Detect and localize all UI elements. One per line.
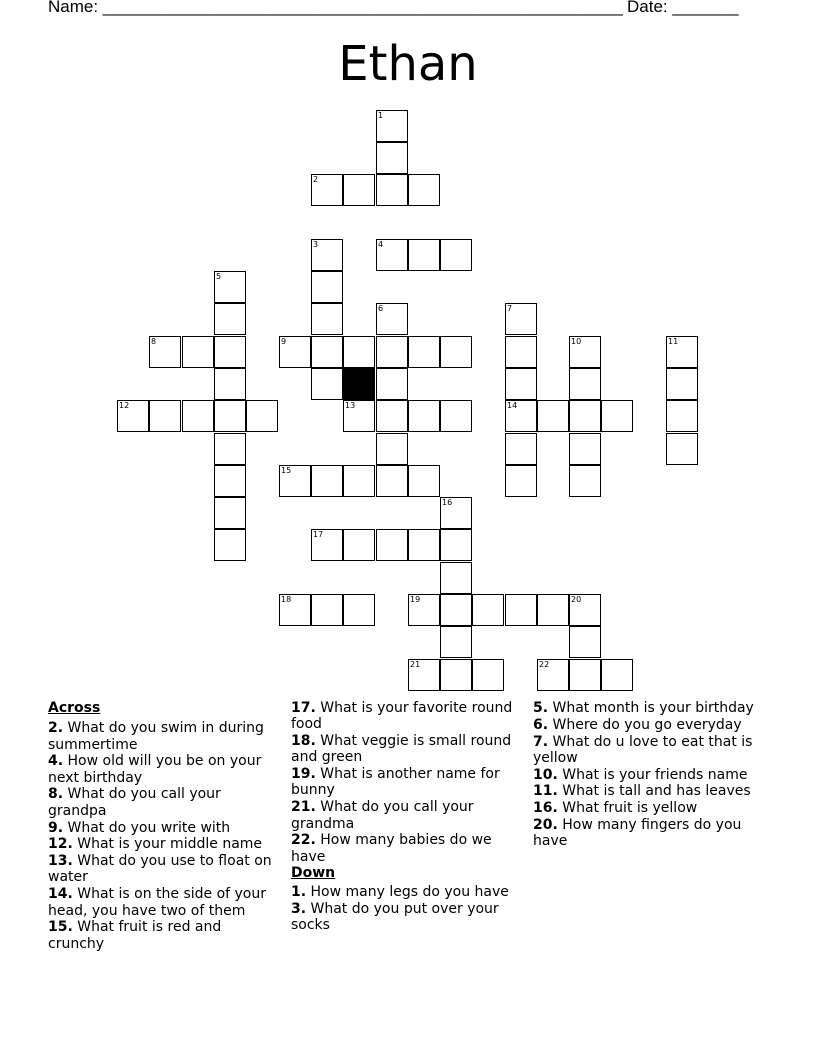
clue-item-number: 13. bbox=[48, 853, 73, 870]
clue-item-text: What month is your birthday bbox=[548, 700, 754, 716]
clue-item-number: 21. bbox=[291, 799, 316, 816]
clue-item bbox=[533, 700, 765, 716]
clue-item-text: What do you write with bbox=[63, 819, 231, 836]
clue-item-number: 11. bbox=[533, 783, 558, 800]
crossword-cell[interactable] bbox=[601, 659, 633, 691]
crossword-cell[interactable] bbox=[569, 336, 601, 368]
crossword-cell[interactable] bbox=[214, 465, 246, 497]
crossword-cell[interactable] bbox=[666, 368, 698, 400]
clue-item bbox=[48, 786, 280, 819]
crossword-cell[interactable] bbox=[408, 659, 440, 691]
crossword-cell[interactable] bbox=[311, 174, 343, 206]
clue-item-number: 5. bbox=[533, 700, 549, 716]
crossword-cell[interactable] bbox=[117, 400, 149, 432]
crossword-cell[interactable] bbox=[537, 400, 569, 432]
across-heading: Across bbox=[48, 700, 101, 716]
clue-item bbox=[48, 886, 280, 919]
clue-number: 14 bbox=[507, 401, 518, 410]
crossword-cell[interactable] bbox=[472, 659, 504, 691]
crossword-cell[interactable] bbox=[182, 336, 214, 368]
down-clue-list-continued bbox=[533, 700, 765, 850]
clue-item-number: 16. bbox=[533, 800, 558, 817]
crossword-cell[interactable] bbox=[408, 529, 440, 561]
clue-number: 13 bbox=[345, 401, 356, 410]
clue-number: 15 bbox=[281, 466, 292, 475]
clue-item-text: Where do you go everyday bbox=[548, 716, 742, 733]
clue-item bbox=[48, 836, 280, 852]
clue-item bbox=[291, 832, 521, 865]
crossword-cell[interactable] bbox=[279, 336, 311, 368]
clue-item bbox=[291, 884, 521, 900]
crossword-cell[interactable] bbox=[311, 271, 343, 303]
clue-item-text: What do you swim in during summertime bbox=[48, 720, 264, 753]
clue-number: 4 bbox=[378, 240, 384, 249]
crossword-cell[interactable] bbox=[214, 400, 246, 432]
crossword-cell[interactable] bbox=[343, 529, 375, 561]
clue-item-text: What is tall and has leaves bbox=[557, 783, 751, 800]
down-clue-list bbox=[291, 884, 521, 933]
crossword-cell[interactable] bbox=[214, 336, 246, 368]
clue-item bbox=[533, 783, 765, 799]
crossword-cell[interactable] bbox=[408, 336, 440, 368]
crossword-cell[interactable] bbox=[376, 400, 408, 432]
crossword-cell[interactable] bbox=[311, 303, 343, 335]
clue-item-text: What do you put over your socks bbox=[291, 900, 499, 933]
clue-item bbox=[533, 717, 765, 733]
clue-number: 12 bbox=[119, 401, 130, 410]
crossword-cell[interactable] bbox=[666, 336, 698, 368]
clue-item bbox=[291, 766, 521, 799]
clue-number: 5 bbox=[216, 272, 222, 281]
clue-item-number: 8. bbox=[48, 786, 64, 803]
clue-number: 19 bbox=[410, 595, 421, 604]
clue-item-number: 7. bbox=[533, 733, 549, 750]
clue-item-number: 3. bbox=[291, 900, 307, 917]
clue-number: 9 bbox=[281, 337, 287, 346]
crossword-cell[interactable] bbox=[311, 336, 343, 368]
crossword-cell[interactable] bbox=[376, 303, 408, 335]
crossword-cell[interactable] bbox=[214, 529, 246, 561]
clues-column-1 bbox=[48, 700, 280, 952]
crossword-cell[interactable] bbox=[376, 239, 408, 271]
crossword-cell[interactable] bbox=[149, 336, 181, 368]
clue-item-text: How many babies do we have bbox=[291, 832, 492, 865]
crossword-cell[interactable] bbox=[505, 336, 537, 368]
crossword-cell[interactable] bbox=[440, 497, 472, 529]
clue-number: 20 bbox=[571, 595, 582, 604]
clue-item-number: 15. bbox=[48, 919, 73, 936]
crossword-cell[interactable] bbox=[666, 433, 698, 465]
crossword-cell[interactable] bbox=[505, 433, 537, 465]
clue-number: 7 bbox=[507, 304, 513, 313]
clue-number: 22 bbox=[539, 660, 550, 669]
crossword-cell[interactable] bbox=[569, 465, 601, 497]
crossword-cell[interactable] bbox=[408, 239, 440, 271]
clue-number: 3 bbox=[313, 240, 319, 249]
clue-item bbox=[48, 753, 280, 786]
crossword-cell[interactable] bbox=[343, 465, 375, 497]
clue-item bbox=[48, 919, 280, 952]
clue-item-number: 9. bbox=[48, 819, 64, 836]
crossword-cell[interactable] bbox=[149, 400, 181, 432]
clue-item-text: What is your friends name bbox=[557, 766, 748, 783]
clue-item-text: What do you call your grandpa bbox=[48, 786, 221, 819]
clue-item bbox=[533, 767, 765, 783]
clue-number: 10 bbox=[571, 337, 582, 346]
crossword-cell[interactable] bbox=[505, 400, 537, 432]
across-clue-list-continued bbox=[291, 700, 521, 865]
clue-item bbox=[48, 820, 280, 836]
crossword-cell[interactable] bbox=[505, 465, 537, 497]
crossword-cell[interactable] bbox=[569, 400, 601, 432]
clue-item-number: 22. bbox=[291, 832, 316, 849]
crossword-cell[interactable] bbox=[311, 239, 343, 271]
crossword-cell[interactable] bbox=[376, 174, 408, 206]
crossword-cell[interactable] bbox=[343, 594, 375, 626]
crossword-cell[interactable] bbox=[214, 368, 246, 400]
crossword-cell[interactable] bbox=[666, 400, 698, 432]
clue-item bbox=[291, 901, 521, 934]
clue-item bbox=[533, 800, 765, 816]
crossword-cell[interactable] bbox=[279, 594, 311, 626]
clue-number: 8 bbox=[151, 337, 157, 346]
crossword-cell[interactable] bbox=[569, 594, 601, 626]
clue-item-text: How old will you be on your next birthday bbox=[48, 753, 262, 786]
clue-item-number: 1. bbox=[291, 883, 307, 900]
clue-item-text: What do you use to float on water bbox=[48, 853, 272, 886]
clue-item bbox=[48, 853, 280, 886]
crossword-cell[interactable] bbox=[440, 594, 472, 626]
crossword-cell[interactable] bbox=[505, 594, 537, 626]
crossword-cell[interactable] bbox=[569, 626, 601, 658]
clue-item-number: 17. bbox=[291, 700, 316, 716]
clue-item-text: What fruit is yellow bbox=[557, 800, 698, 817]
clue-number: 1 bbox=[378, 111, 384, 120]
name-field-label: Name: _______________________________________________________ bbox=[48, 0, 623, 16]
crossword-cell[interactable] bbox=[505, 303, 537, 335]
clue-item-text: What do you call your grandma bbox=[291, 799, 474, 832]
clue-item bbox=[533, 817, 765, 850]
crossword-cell[interactable] bbox=[440, 239, 472, 271]
clue-item bbox=[48, 720, 280, 753]
clue-number: 16 bbox=[442, 498, 453, 507]
crossword-cell[interactable] bbox=[376, 110, 408, 142]
crossword-cell[interactable] bbox=[440, 562, 472, 594]
clue-item-text: What is on the side of your head, you have two of them bbox=[48, 886, 267, 919]
crossword-cell[interactable] bbox=[376, 529, 408, 561]
crossword-cell[interactable] bbox=[569, 659, 601, 691]
clue-item-text: What do u love to eat that is yellow bbox=[533, 733, 753, 766]
crossword-cell[interactable] bbox=[376, 142, 408, 174]
clue-item-number: 19. bbox=[291, 766, 316, 783]
crossword-cell[interactable] bbox=[246, 400, 278, 432]
crossword-cell[interactable] bbox=[214, 303, 246, 335]
crossword-cell[interactable] bbox=[408, 465, 440, 497]
crossword-cell[interactable] bbox=[311, 529, 343, 561]
clue-number: 21 bbox=[410, 660, 421, 669]
clue-number: 18 bbox=[281, 595, 292, 604]
crossword-black-square bbox=[343, 368, 375, 400]
crossword-cell[interactable] bbox=[408, 174, 440, 206]
clue-item-number: 10. bbox=[533, 766, 558, 783]
clue-item-text: What fruit is red and crunchy bbox=[48, 919, 222, 952]
crossword-cell[interactable] bbox=[537, 659, 569, 691]
crossword-cell[interactable] bbox=[601, 400, 633, 432]
clue-item-number: 2. bbox=[48, 720, 64, 737]
crossword-cell[interactable] bbox=[408, 594, 440, 626]
clue-item-number: 6. bbox=[533, 716, 549, 733]
crossword-cell[interactable] bbox=[214, 433, 246, 465]
clue-number: 17 bbox=[313, 530, 324, 539]
clue-item-number: 18. bbox=[291, 733, 316, 750]
crossword-cell[interactable] bbox=[440, 659, 472, 691]
clue-item-number: 4. bbox=[48, 753, 64, 770]
clues-column-3 bbox=[533, 700, 765, 850]
crossword-cell[interactable] bbox=[311, 465, 343, 497]
clue-item-text: What is your middle name bbox=[72, 836, 263, 853]
clue-item bbox=[291, 799, 521, 832]
crossword-cell[interactable] bbox=[505, 368, 537, 400]
crossword-cell[interactable] bbox=[311, 368, 343, 400]
crossword-cell[interactable] bbox=[408, 400, 440, 432]
clue-number: 2 bbox=[313, 175, 319, 184]
clue-item bbox=[291, 733, 521, 766]
date-field-label: Date: _______ bbox=[627, 0, 739, 16]
clue-item-number: 12. bbox=[48, 836, 73, 853]
crossword-cell[interactable] bbox=[311, 594, 343, 626]
crossword-cell[interactable] bbox=[343, 336, 375, 368]
crossword-cell[interactable] bbox=[440, 529, 472, 561]
crossword-cell[interactable] bbox=[376, 433, 408, 465]
crossword-cell[interactable] bbox=[214, 271, 246, 303]
crossword-cell[interactable] bbox=[376, 465, 408, 497]
clue-item-text: What is your favorite round food bbox=[291, 700, 513, 733]
clue-item bbox=[533, 734, 765, 767]
clue-item bbox=[291, 700, 521, 733]
clue-item-number: 14. bbox=[48, 886, 73, 903]
clue-item-text: How many legs do you have bbox=[306, 883, 509, 900]
clue-item-text: What veggie is small round and green bbox=[291, 733, 512, 766]
crossword-cell[interactable] bbox=[279, 465, 311, 497]
crossword-cell[interactable] bbox=[376, 336, 408, 368]
crossword-cell[interactable] bbox=[343, 400, 375, 432]
crossword-cell[interactable] bbox=[472, 594, 504, 626]
puzzle-title: Ethan bbox=[338, 36, 478, 92]
clue-item-text: What is another name for bunny bbox=[291, 766, 500, 799]
crossword-cell[interactable] bbox=[569, 433, 601, 465]
crossword-cell[interactable] bbox=[182, 400, 214, 432]
crossword-cell[interactable] bbox=[214, 497, 246, 529]
crossword-cell[interactable] bbox=[537, 594, 569, 626]
crossword-cell[interactable] bbox=[440, 626, 472, 658]
across-clue-list bbox=[48, 720, 280, 952]
down-heading: Down bbox=[291, 865, 336, 882]
crossword-cell[interactable] bbox=[569, 368, 601, 400]
crossword-cell[interactable] bbox=[440, 336, 472, 368]
clue-item-text: How many fingers do you have bbox=[533, 817, 742, 850]
crossword-cell[interactable] bbox=[343, 174, 375, 206]
crossword-cell[interactable] bbox=[376, 368, 408, 400]
clue-number: 6 bbox=[378, 304, 384, 313]
clue-number: 11 bbox=[668, 337, 679, 346]
crossword-cell[interactable] bbox=[440, 400, 472, 432]
clue-item-number: 20. bbox=[533, 817, 558, 834]
clues-column-2 bbox=[291, 700, 521, 934]
